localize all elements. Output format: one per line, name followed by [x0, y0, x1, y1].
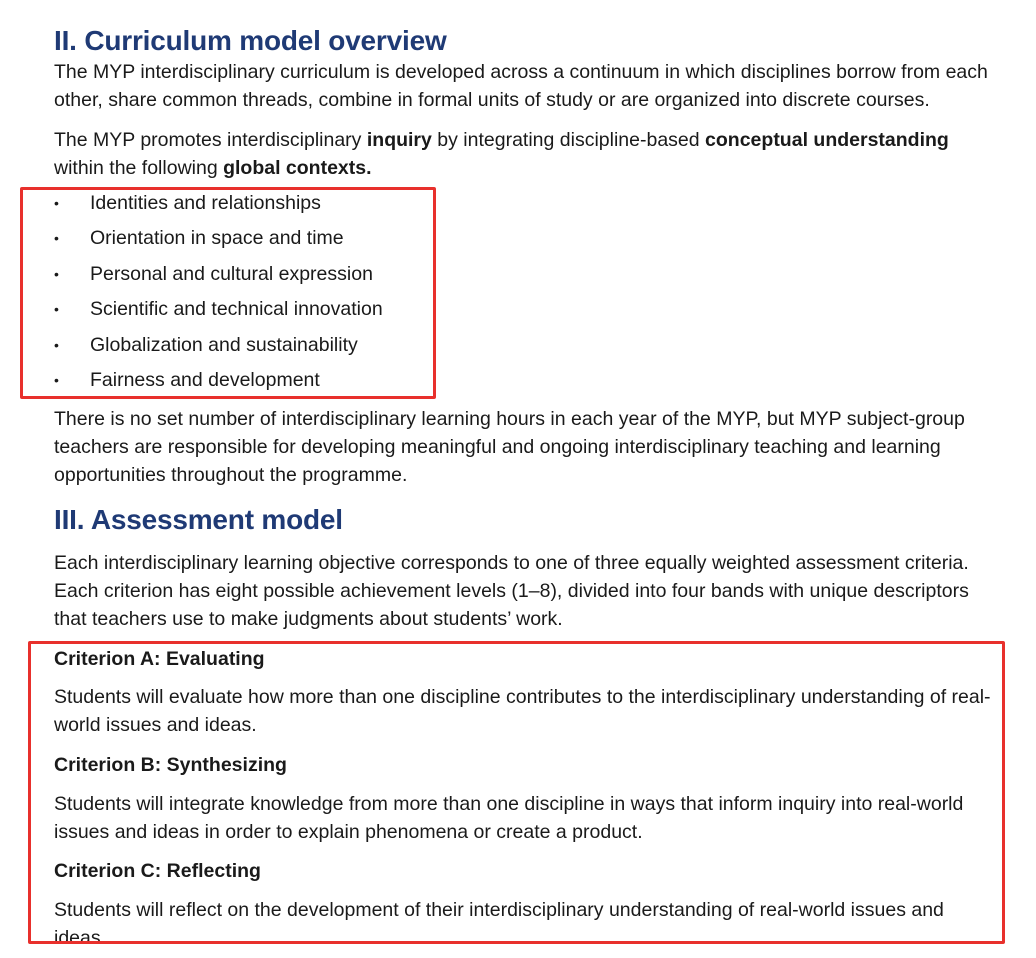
inquiry-bold-2: conceptual understanding	[705, 129, 949, 151]
inquiry-paragraph	[54, 126, 994, 182]
inquiry-bold-3: global contexts.	[223, 157, 372, 179]
bullet-icon: •	[54, 265, 59, 282]
bullet-icon: •	[54, 301, 59, 318]
learning-hours-paragraph: There is no set number of interdisciplinary learning hours in each year of the MYP, but MYP subject-group teachers are responsible for developing meaningful and ongoing interdisciplinary teaching and learning opportunities throughout the programme.	[54, 408, 965, 486]
criterion-a-title: Criterion A: Evaluating	[54, 648, 265, 670]
inquiry-text-2: by integrating discipline-based	[431, 129, 706, 151]
list-item-label: Orientation in space and time	[90, 227, 344, 250]
criterion-c-title: Criterion C: Reflecting	[54, 860, 261, 882]
bullet-icon: •	[54, 336, 59, 353]
inquiry-bold-1: inquiry	[366, 129, 432, 151]
inquiry-text-1: The MYP promotes interdisciplinary	[54, 129, 367, 151]
criterion-b-description: Students will integrate knowledge from more than one discipline in ways that inform inquiry into real-world issues and ideas in order to explain phenomena or create a product.	[54, 793, 964, 843]
criterion-c-description: Students will reflect on the development of their interdisciplinary understanding of real-world issues and ideas.	[54, 899, 944, 949]
bullet-icon: •	[54, 230, 59, 247]
list-item-label: Globalization and sustainability	[90, 333, 358, 356]
list-item-label: Fairness and development	[90, 368, 320, 391]
list-item-label: Scientific and technical innovation	[90, 298, 383, 321]
list-item-label: Identities and relationships	[90, 192, 321, 214]
criterion-a-description: Students will evaluate how more than one discipline contributes to the interdisciplinary understanding of real-world issues and ideas.	[54, 686, 991, 736]
bullet-icon: •	[54, 195, 59, 211]
bullet-icon: •	[54, 371, 59, 388]
global-contexts-highlight-box	[20, 187, 436, 399]
section-heading-assessment: III. Assessment model	[54, 504, 343, 535]
list-item-label: Personal and cultural expression	[90, 262, 373, 285]
section-heading-curriculum: II. Curriculum model overview	[54, 25, 447, 56]
assessment-intro-paragraph: Each interdisciplinary learning objective corresponds to one of three equally weighted assessment criteria. Each criterion has eight possible achievement levels (1–8), divided into four bands with unique descriptors that teachers use to make judgments about students’ work.	[54, 552, 969, 630]
criteria-highlight-box	[28, 641, 1005, 944]
curriculum-intro-paragraph: The MYP interdisciplinary curriculum is developed across a continuum in which disciplines borrow from each other, share common threads, combine in formal units of study or are organized into discrete courses.	[54, 61, 988, 111]
inquiry-text-3: within the following	[54, 157, 224, 179]
criterion-b-title: Criterion B: Synthesizing	[54, 754, 287, 776]
